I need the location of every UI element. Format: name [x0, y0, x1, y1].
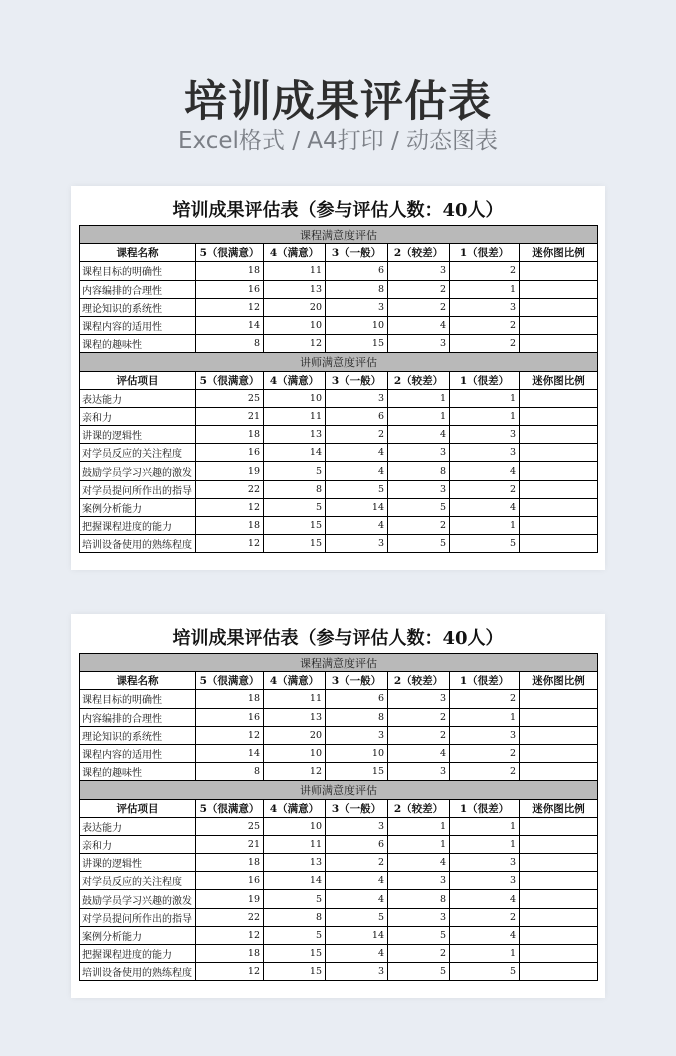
- score-cell: 2: [388, 517, 450, 535]
- sheet-title: 培训成果评估表（参与评估人数：40人）: [172, 628, 504, 649]
- column-header: 4（满意）: [264, 799, 326, 817]
- score-cell: 1: [450, 835, 520, 853]
- row-label: 课程的趣味性: [80, 763, 196, 781]
- score-cell: 8: [388, 890, 450, 908]
- table-row: [80, 872, 598, 890]
- score-cell: 10: [326, 316, 388, 334]
- score-cell: 18: [196, 517, 264, 535]
- sparkline-cell: [520, 462, 598, 480]
- score-cell: 5: [264, 462, 326, 480]
- table-row: [80, 498, 598, 516]
- column-header: 2（较差）: [388, 799, 450, 817]
- score-cell: 21: [196, 407, 264, 425]
- sparkline-cell: [520, 426, 598, 444]
- row-label: 课程目标的明确性: [80, 262, 196, 280]
- sparkline-cell: [520, 872, 598, 890]
- row-label: 讲课的逻辑性: [80, 426, 196, 444]
- score-cell: 5: [388, 926, 450, 944]
- table-row: [80, 407, 598, 425]
- score-cell: 2: [326, 854, 388, 872]
- score-cell: 3: [450, 426, 520, 444]
- evaluation-table: [79, 653, 598, 981]
- sparkline-cell: [520, 854, 598, 872]
- score-cell: 13: [264, 426, 326, 444]
- score-cell: 3: [388, 763, 450, 781]
- column-header: 迷你图比例: [520, 672, 598, 690]
- score-cell: 2: [388, 708, 450, 726]
- section-row: [80, 226, 598, 244]
- section-title: 课程满意度评估: [80, 654, 598, 672]
- score-cell: 16: [196, 708, 264, 726]
- row-label: 理论知识的系统性: [80, 298, 196, 316]
- spreadsheet-preview-1: [71, 186, 605, 570]
- score-cell: 2: [450, 744, 520, 762]
- row-label: 课程内容的适用性: [80, 316, 196, 334]
- score-cell: 10: [264, 389, 326, 407]
- section-title: 讲师满意度评估: [80, 781, 598, 799]
- score-cell: 12: [196, 298, 264, 316]
- row-label: 亲和力: [80, 835, 196, 853]
- score-cell: 5: [326, 908, 388, 926]
- score-cell: 13: [264, 708, 326, 726]
- row-label: 亲和力: [80, 407, 196, 425]
- score-cell: 5: [388, 535, 450, 553]
- table-row: [80, 690, 598, 708]
- score-cell: 14: [264, 872, 326, 890]
- score-cell: 6: [326, 690, 388, 708]
- score-cell: 12: [264, 763, 326, 781]
- row-label: 内容编排的合理性: [80, 280, 196, 298]
- score-cell: 1: [388, 389, 450, 407]
- column-header: 4（满意）: [264, 672, 326, 690]
- row-label: 表达能力: [80, 389, 196, 407]
- column-header: 迷你图比例: [520, 371, 598, 389]
- score-cell: 2: [450, 690, 520, 708]
- table-row: [80, 280, 598, 298]
- score-cell: 3: [388, 480, 450, 498]
- score-cell: 3: [450, 726, 520, 744]
- score-cell: 13: [264, 854, 326, 872]
- score-cell: 6: [326, 835, 388, 853]
- score-cell: 21: [196, 835, 264, 853]
- sparkline-cell: [520, 945, 598, 963]
- score-cell: 8: [264, 480, 326, 498]
- score-cell: 3: [388, 335, 450, 353]
- score-cell: 3: [388, 690, 450, 708]
- score-cell: 10: [264, 817, 326, 835]
- score-cell: 3: [326, 817, 388, 835]
- score-cell: 4: [326, 872, 388, 890]
- score-cell: 15: [326, 763, 388, 781]
- score-cell: 1: [388, 817, 450, 835]
- score-cell: 12: [196, 926, 264, 944]
- row-label: 对学员提问所作出的指导: [80, 480, 196, 498]
- score-cell: 3: [388, 908, 450, 926]
- sparkline-cell: [520, 726, 598, 744]
- score-cell: 16: [196, 280, 264, 298]
- header-row: [80, 672, 598, 690]
- sparkline-cell: [520, 480, 598, 498]
- score-cell: 15: [264, 963, 326, 981]
- score-cell: 12: [196, 726, 264, 744]
- sparkline-cell: [520, 389, 598, 407]
- sparkline-cell: [520, 744, 598, 762]
- score-cell: 22: [196, 908, 264, 926]
- score-cell: 14: [326, 926, 388, 944]
- column-header: 4（满意）: [264, 244, 326, 262]
- table-row: [80, 389, 598, 407]
- score-cell: 3: [326, 298, 388, 316]
- score-cell: 1: [450, 389, 520, 407]
- sparkline-cell: [520, 926, 598, 944]
- row-label: 课程内容的适用性: [80, 744, 196, 762]
- score-cell: 6: [326, 262, 388, 280]
- score-cell: 14: [326, 498, 388, 516]
- section-row: [80, 353, 598, 371]
- score-cell: 2: [450, 262, 520, 280]
- score-cell: 11: [264, 690, 326, 708]
- column-header: 3（一般）: [326, 371, 388, 389]
- sparkline-cell: [520, 298, 598, 316]
- score-cell: 15: [326, 335, 388, 353]
- score-cell: 1: [450, 945, 520, 963]
- sparkline-cell: [520, 316, 598, 334]
- column-header: 3（一般）: [326, 244, 388, 262]
- table-row: [80, 744, 598, 762]
- header-row: [80, 799, 598, 817]
- sparkline-cell: [520, 763, 598, 781]
- row-label: 鼓励学员学习兴趣的激发: [80, 462, 196, 480]
- score-cell: 3: [326, 535, 388, 553]
- score-cell: 19: [196, 890, 264, 908]
- score-cell: 10: [264, 316, 326, 334]
- column-header-name: 课程名称: [80, 672, 196, 690]
- row-label: 理论知识的系统性: [80, 726, 196, 744]
- table-row: [80, 316, 598, 334]
- score-cell: 18: [196, 945, 264, 963]
- score-cell: 13: [264, 280, 326, 298]
- score-cell: 1: [388, 835, 450, 853]
- score-cell: 3: [388, 872, 450, 890]
- sheet-title: 培训成果评估表（参与评估人数：40人）: [172, 200, 504, 221]
- score-cell: 12: [196, 535, 264, 553]
- score-cell: 5: [450, 535, 520, 553]
- row-label: 把握课程进度的能力: [80, 517, 196, 535]
- score-cell: 2: [450, 335, 520, 353]
- score-cell: 1: [450, 817, 520, 835]
- sparkline-cell: [520, 908, 598, 926]
- column-header: 1（很差）: [450, 371, 520, 389]
- section-row: [80, 654, 598, 672]
- score-cell: 3: [326, 963, 388, 981]
- column-header: 5（很满意）: [196, 672, 264, 690]
- score-cell: 14: [196, 744, 264, 762]
- column-header-name: 评估项目: [80, 799, 196, 817]
- sparkline-cell: [520, 890, 598, 908]
- score-cell: 11: [264, 262, 326, 280]
- section-row: [80, 781, 598, 799]
- table-row: [80, 926, 598, 944]
- score-cell: 22: [196, 480, 264, 498]
- row-label: 鼓励学员学习兴趣的激发: [80, 890, 196, 908]
- sparkline-cell: [520, 535, 598, 553]
- score-cell: 8: [196, 763, 264, 781]
- row-label: 对学员反应的关注程度: [80, 444, 196, 462]
- sparkline-cell: [520, 262, 598, 280]
- table-row: [80, 462, 598, 480]
- column-header: 迷你图比例: [520, 244, 598, 262]
- sparkline-cell: [520, 708, 598, 726]
- row-label: 培训设备使用的熟练程度: [80, 535, 196, 553]
- column-header: 2（较差）: [388, 371, 450, 389]
- score-cell: 4: [450, 926, 520, 944]
- score-cell: 5: [388, 963, 450, 981]
- column-header: 1（很差）: [450, 244, 520, 262]
- column-header: 4（满意）: [264, 371, 326, 389]
- row-label: 对学员提问所作出的指导: [80, 908, 196, 926]
- row-label: 课程的趣味性: [80, 335, 196, 353]
- score-cell: 4: [326, 945, 388, 963]
- score-cell: 14: [264, 444, 326, 462]
- score-cell: 12: [196, 498, 264, 516]
- score-cell: 4: [326, 444, 388, 462]
- score-cell: 5: [264, 498, 326, 516]
- score-cell: 18: [196, 690, 264, 708]
- header-row: [80, 244, 598, 262]
- column-header: 3（一般）: [326, 799, 388, 817]
- sparkline-cell: [520, 963, 598, 981]
- score-cell: 4: [388, 854, 450, 872]
- table-row: [80, 298, 598, 316]
- score-cell: 2: [388, 280, 450, 298]
- score-cell: 8: [264, 908, 326, 926]
- row-label: 把握课程进度的能力: [80, 945, 196, 963]
- column-header: 2（较差）: [388, 244, 450, 262]
- column-header: 迷你图比例: [520, 799, 598, 817]
- score-cell: 6: [326, 407, 388, 425]
- score-cell: 5: [450, 963, 520, 981]
- page-subtitle: Excel格式 / A4打印 / 动态图表: [177, 128, 499, 154]
- column-header: 5（很满意）: [196, 244, 264, 262]
- score-cell: 20: [264, 298, 326, 316]
- score-cell: 1: [450, 708, 520, 726]
- score-cell: 10: [326, 744, 388, 762]
- column-header-name: 评估项目: [80, 371, 196, 389]
- score-cell: 16: [196, 444, 264, 462]
- score-cell: 4: [326, 462, 388, 480]
- score-cell: 15: [264, 535, 326, 553]
- score-cell: 3: [388, 444, 450, 462]
- score-cell: 2: [326, 426, 388, 444]
- score-cell: 11: [264, 835, 326, 853]
- score-cell: 1: [450, 517, 520, 535]
- score-cell: 3: [326, 389, 388, 407]
- column-header: 1（很差）: [450, 672, 520, 690]
- score-cell: 18: [196, 262, 264, 280]
- score-cell: 3: [450, 298, 520, 316]
- score-cell: 4: [326, 890, 388, 908]
- table-row: [80, 517, 598, 535]
- score-cell: 5: [264, 890, 326, 908]
- sparkline-cell: [520, 280, 598, 298]
- score-cell: 1: [450, 407, 520, 425]
- row-label: 内容编排的合理性: [80, 708, 196, 726]
- column-header: 2（较差）: [388, 672, 450, 690]
- column-header: 1（很差）: [450, 799, 520, 817]
- sparkline-cell: [520, 335, 598, 353]
- table-row: [80, 535, 598, 553]
- column-header: 5（很满意）: [196, 371, 264, 389]
- row-label: 表达能力: [80, 817, 196, 835]
- spreadsheet-preview-2: [71, 614, 605, 998]
- table-row: [80, 444, 598, 462]
- score-cell: 4: [450, 462, 520, 480]
- table-row: [80, 262, 598, 280]
- score-cell: 16: [196, 872, 264, 890]
- sparkline-cell: [520, 407, 598, 425]
- score-cell: 8: [388, 462, 450, 480]
- sparkline-cell: [520, 498, 598, 516]
- table-row: [80, 835, 598, 853]
- row-label: 案例分析能力: [80, 926, 196, 944]
- table-row: [80, 726, 598, 744]
- table-row: [80, 817, 598, 835]
- sparkline-cell: [520, 690, 598, 708]
- sparkline-cell: [520, 517, 598, 535]
- score-cell: 19: [196, 462, 264, 480]
- table-row: [80, 890, 598, 908]
- evaluation-table: [79, 225, 598, 553]
- score-cell: 2: [450, 316, 520, 334]
- score-cell: 5: [388, 498, 450, 516]
- score-cell: 8: [326, 708, 388, 726]
- score-cell: 15: [264, 945, 326, 963]
- sparkline-cell: [520, 444, 598, 462]
- table-row: [80, 335, 598, 353]
- score-cell: 10: [264, 744, 326, 762]
- row-label: 案例分析能力: [80, 498, 196, 516]
- score-cell: 8: [326, 280, 388, 298]
- column-header: 5（很满意）: [196, 799, 264, 817]
- score-cell: 2: [450, 908, 520, 926]
- score-cell: 2: [388, 298, 450, 316]
- table-row: [80, 854, 598, 872]
- table-row: [80, 426, 598, 444]
- score-cell: 3: [388, 262, 450, 280]
- column-header: 3（一般）: [326, 672, 388, 690]
- score-cell: 12: [196, 963, 264, 981]
- sparkline-cell: [520, 817, 598, 835]
- row-label: 对学员反应的关注程度: [80, 872, 196, 890]
- score-cell: 4: [388, 744, 450, 762]
- column-header-name: 课程名称: [80, 244, 196, 262]
- score-cell: 25: [196, 817, 264, 835]
- score-cell: 2: [450, 763, 520, 781]
- score-cell: 3: [326, 726, 388, 744]
- score-cell: 5: [264, 926, 326, 944]
- table-row: [80, 908, 598, 926]
- sparkline-cell: [520, 835, 598, 853]
- table-row: [80, 708, 598, 726]
- header-row: [80, 371, 598, 389]
- score-cell: 3: [450, 854, 520, 872]
- score-cell: 4: [388, 426, 450, 444]
- score-cell: 2: [388, 945, 450, 963]
- table-row: [80, 763, 598, 781]
- score-cell: 1: [388, 407, 450, 425]
- score-cell: 8: [196, 335, 264, 353]
- score-cell: 25: [196, 389, 264, 407]
- score-cell: 5: [326, 480, 388, 498]
- score-cell: 4: [326, 517, 388, 535]
- score-cell: 14: [196, 316, 264, 334]
- section-title: 课程满意度评估: [80, 226, 598, 244]
- score-cell: 12: [264, 335, 326, 353]
- page-title: 培训成果评估表: [184, 77, 492, 127]
- section-title: 讲师满意度评估: [80, 353, 598, 371]
- score-cell: 2: [450, 480, 520, 498]
- row-label: 讲课的逻辑性: [80, 854, 196, 872]
- table-row: [80, 945, 598, 963]
- table-row: [80, 480, 598, 498]
- score-cell: 1: [450, 280, 520, 298]
- score-cell: 3: [450, 444, 520, 462]
- score-cell: 20: [264, 726, 326, 744]
- score-cell: 4: [388, 316, 450, 334]
- score-cell: 11: [264, 407, 326, 425]
- row-label: 课程目标的明确性: [80, 690, 196, 708]
- score-cell: 4: [450, 890, 520, 908]
- score-cell: 15: [264, 517, 326, 535]
- score-cell: 18: [196, 426, 264, 444]
- score-cell: 4: [450, 498, 520, 516]
- table-row: [80, 963, 598, 981]
- row-label: 培训设备使用的熟练程度: [80, 963, 196, 981]
- score-cell: 18: [196, 854, 264, 872]
- score-cell: 2: [388, 726, 450, 744]
- score-cell: 3: [450, 872, 520, 890]
